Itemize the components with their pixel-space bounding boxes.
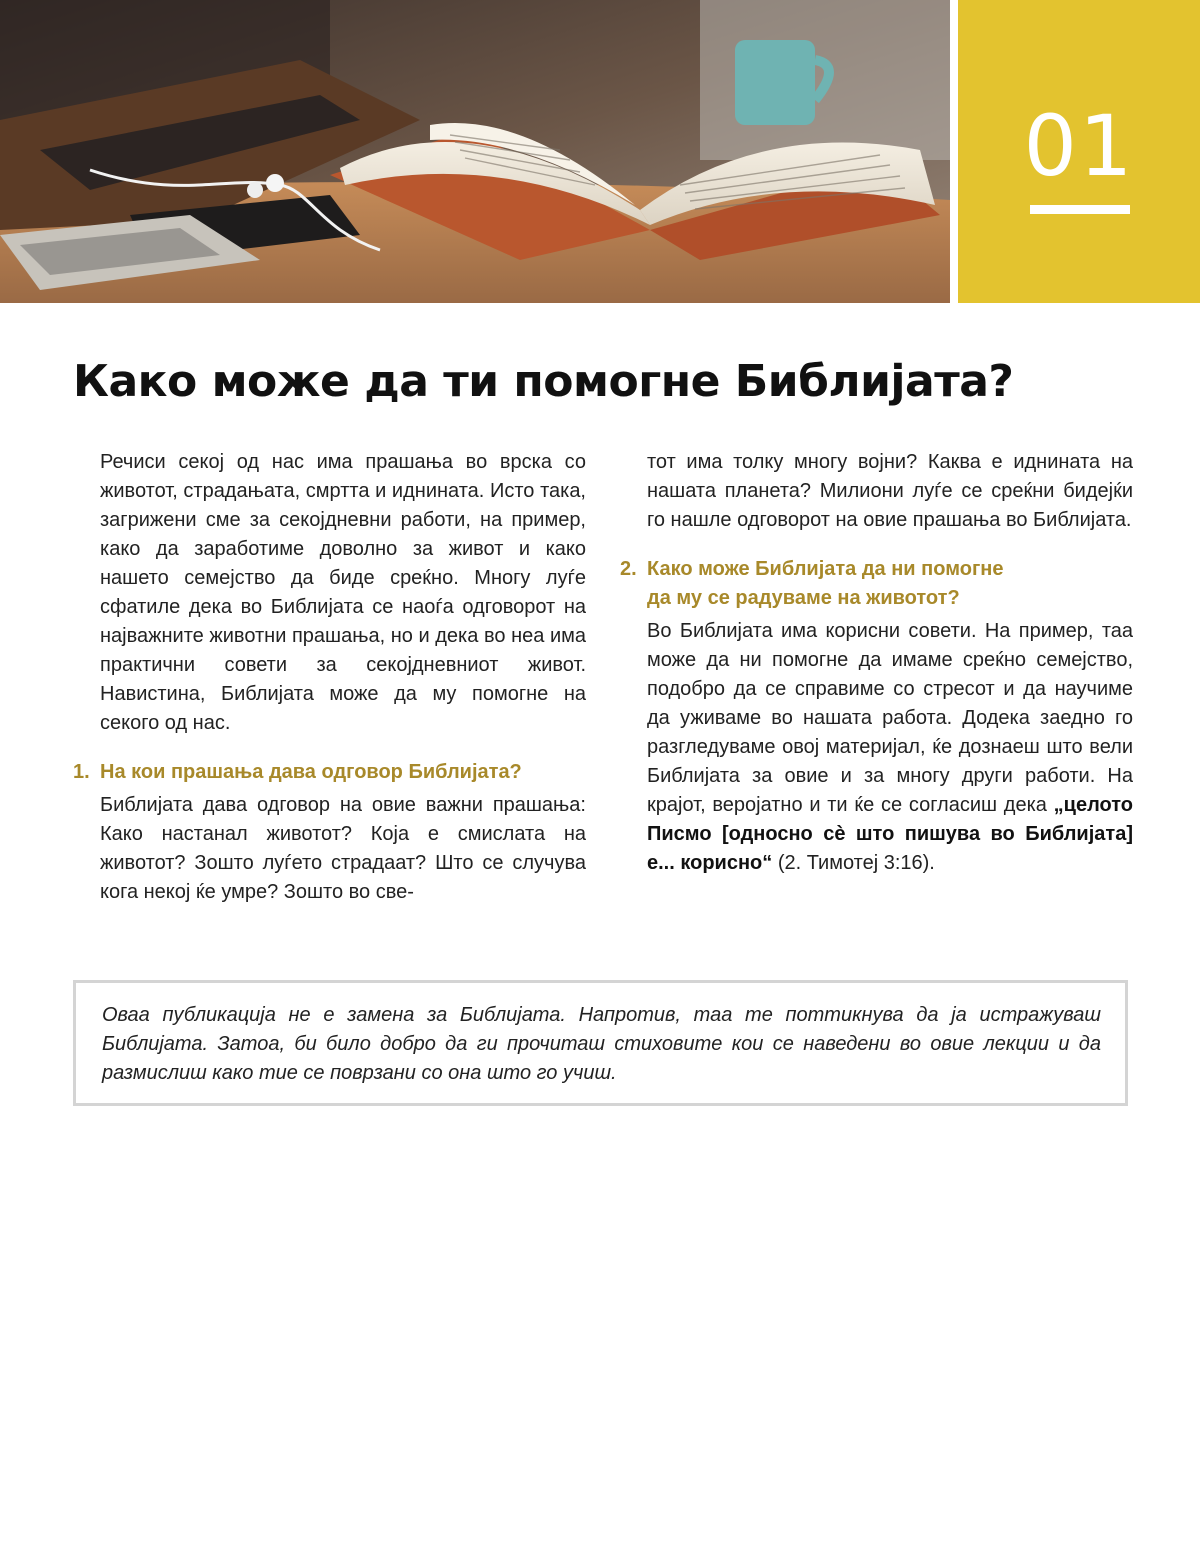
lesson-number: 01 [1023, 97, 1135, 195]
lesson-number-underline [1030, 205, 1130, 214]
answer-2-text: Во Библијата има корисни совети. На пример, таа може да ни помогне да имаме среќно семејство, подобро да се справиме со стресот и да научиме да уживаме во нашата работа. Додека заедно го разгледуваме овој материјал, ќе дознаеш што вели Библијата за овие и за многу други работи. На крајот, веројатно и ти ќе се согласиш дека [647, 620, 1133, 816]
note-text: Оваа публикација не е замена за Библијата. Напротив, таа те поттикнува да ја истражуваш Библијата. Затоа, би било добро да ги прочиташ стиховите кои се наведени во овие лекции и да размислиш како тие се поврзани со она што го учиш. [102, 1004, 1101, 1084]
answer-1-part-1: Библијата дава одговор на овие важни прашања: Како настанал животот? Која е смислата на животот? Зошто луѓето страдаат? Што се случува кога некој ќе умре? Зошто во све- [100, 794, 586, 903]
answer-2 [647, 617, 1133, 878]
open-bible-photo [0, 0, 950, 303]
right-column [620, 448, 1133, 878]
note-box [73, 980, 1128, 1106]
left-column [73, 448, 586, 907]
answer-1-part-2: тот има толку многу војни? Каква е иднината на нашата планета? Милиони луѓе се среќни бидејќи го нашле одговорот на овие прашања во Библијата. [647, 451, 1133, 531]
scripture-quote: „целото Писмо [односно сè што пишува во Библијата] е... корисно“ [647, 794, 1133, 874]
question-1-number: 1. [73, 761, 90, 783]
question-2-number: 2. [620, 558, 637, 580]
page-title: Како може да ти помогне Библијата? [73, 356, 1014, 407]
header-photo [0, 0, 950, 303]
intro-paragraph: Речиси секој од нас има прашања во врска со животот, страдањата, смртта и иднината. Исто така, загрижени сме за секојдневни работи, на пример, како да заработиме доволно за живот и како нашето семејство да биде среќно. Многу луѓе сфатиле дека во Библијата се наоѓа одговорот на најважните животни прашања, но и дека во неа има практични совети за секојдневниот живот. Навистина, Библијата може да му помогне на секого од нас. [100, 451, 586, 734]
lesson-number-box [958, 0, 1200, 303]
question-2-text-line-1: Како може Библијата да ни помогне [647, 558, 1004, 580]
question-2-text-line-2: да му се радуваме на животот? [647, 587, 960, 609]
question-2 [620, 555, 1133, 613]
scripture-reference: (2. Тимотеј 3:16). [777, 852, 935, 874]
question-1 [73, 758, 586, 787]
question-1-text: На кои прашања дава одговор Библијата? [100, 761, 522, 783]
